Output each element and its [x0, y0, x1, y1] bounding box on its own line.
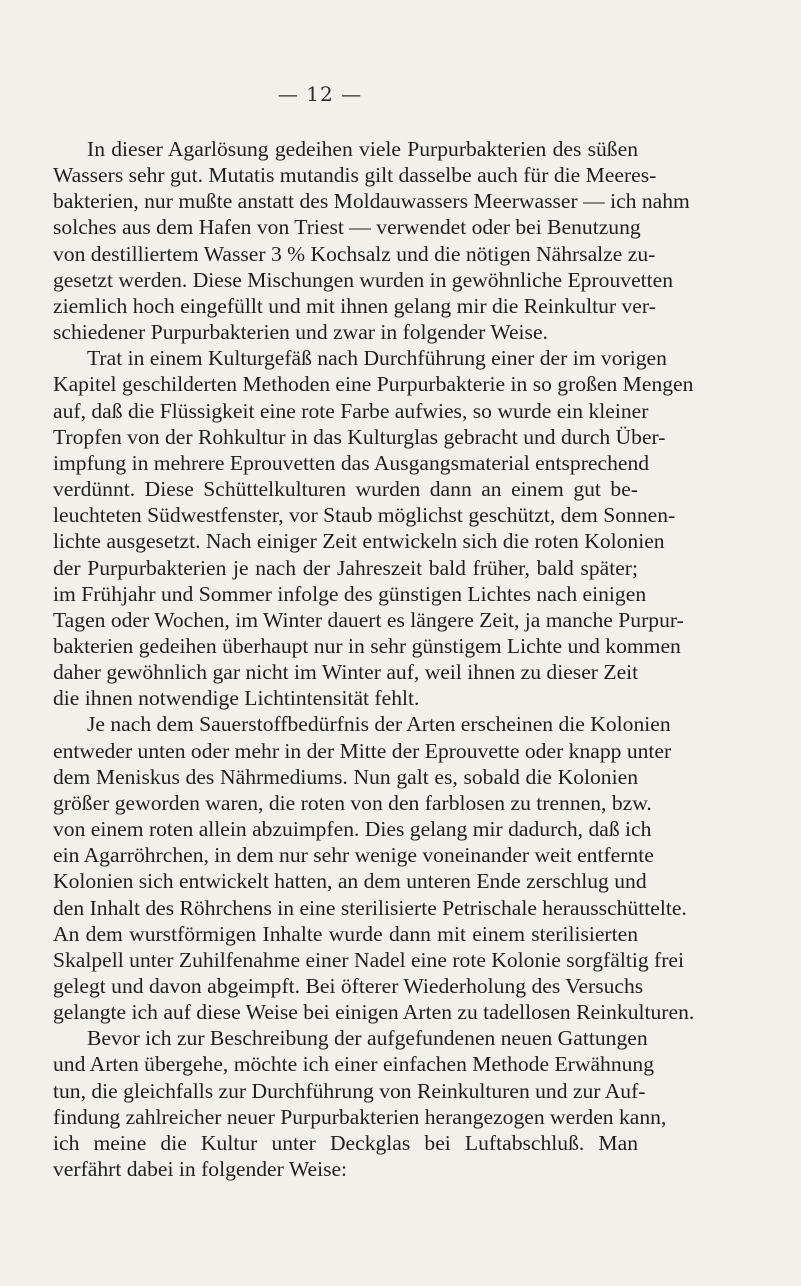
text-line: gelangte ich auf diese Weise bei einigen Arten zu tadellosen Reinkulturen.	[53, 1000, 695, 1025]
text-line: Je nach dem Sauerstoffbedürfnis der Arten erscheinen die Kolonien	[87, 712, 671, 737]
text-line: findung zahlreicher neuer Purpurbakterien herangezogen werden kann,	[53, 1104, 667, 1129]
text-line: die ihnen notwendige Lichtintensität fehlt.	[53, 686, 420, 711]
paragraph-2	[53, 345, 694, 711]
text-line: In dieser Agarlösung gedeihen viele Purpurbakterien des süßen	[87, 137, 638, 161]
text-line: verdünnt. Diese Schüttelkulturen wurden dann an einem gut be-	[53, 477, 638, 502]
text-line: und Arten übergehe, möchte ich einer einfachen Methode Erwähnung	[53, 1052, 655, 1077]
page-number: — 12 —	[277, 82, 363, 106]
text-line: Tagen oder Wochen, im Winter dauert es längere Zeit, ja manche Purpur-	[53, 607, 684, 632]
paragraph-3	[53, 711, 695, 1025]
text-line: lichte ausgesetzt. Nach einiger Zeit entwickeln sich die roten Kolonien	[53, 529, 665, 554]
paragraph-1	[53, 136, 690, 345]
text-line: ich meine die Kultur unter Deckglas bei Luftabschluß. Man	[53, 1130, 638, 1155]
text-line: Kapitel geschilderten Methoden eine Purpurbakterie in so großen Mengen	[53, 372, 694, 397]
text-line: im Frühjahr und Sommer infolge des günstigen Lichtes nach einigen	[53, 581, 647, 606]
paragraph-4	[53, 1025, 667, 1182]
text-line: verfährt dabei in folgender Weise:	[53, 1157, 348, 1182]
text-line: Skalpell unter Zuhilfenahme einer Nadel eine rote Kolonie sorgfältig frei	[53, 947, 684, 972]
text-line: dem Meniskus des Nährmediums. Nun galt es, sobald die Kolonien	[53, 764, 638, 789]
body-text	[53, 136, 695, 1182]
text-line: Kolonien sich entwickelt hatten, an dem unteren Ende zerschlug und	[53, 869, 647, 894]
text-line: gesetzt werden. Diese Mischungen wurden in gewöhnliche Eprouvetten	[53, 267, 674, 292]
text-line: bakterien gedeihen überhaupt nur in sehr günstigem Lichte und kommen	[53, 633, 681, 658]
text-line: ziemlich hoch eingefüllt und mit ihnen gelang mir die Reinkultur ver-	[53, 293, 656, 318]
text-line: der Purpurbakterien je nach der Jahreszeit bald früher, bald später;	[53, 555, 638, 580]
text-line: bakterien, nur mußte anstatt des Moldauwassers Meerwasser — ich nahm	[53, 189, 690, 214]
text-line: ein Agarröhrchen, in dem nur sehr wenige voneinander weit entfernte	[53, 843, 654, 868]
text-line: impfung in mehrere Eprouvetten das Ausgangsmaterial entsprechend	[53, 450, 650, 475]
text-line: leuchteten Südwestfenster, vor Staub möglichst geschützt, dem Sonnen-	[53, 503, 676, 528]
text-line: daher gewöhnlich gar nicht im Winter auf, weil ihnen zu dieser Zeit	[53, 660, 639, 685]
text-line: von destilliertem Wasser 3 % Kochsalz und die nötigen Nährsalze zu-	[53, 241, 656, 266]
text-line: gelegt und davon abgeimpft. Bei öfterer Wiederholung des Versuchs	[53, 974, 644, 998]
text-line: entweder unten oder mehr in der Mitte der Eprouvette oder knapp unter	[53, 738, 672, 763]
text-line: tun, die gleichfalls zur Durchführung von Reinkulturen und zur Auf-	[53, 1078, 646, 1103]
text-line: Tropfen von der Rohkultur in das Kulturglas gebracht und durch Über-	[53, 424, 666, 449]
text-line: größer geworden waren, die roten von den farblosen zu trennen, bzw.	[53, 790, 652, 815]
text-line: schiedener Purpurbakterien und zwar in folgender Weise.	[53, 320, 548, 345]
text-line: auf, daß die Flüssigkeit eine rote Farbe aufwies, so wurde ein kleiner	[53, 398, 649, 423]
text-line: solches aus dem Hafen von Triest — verwendet oder bei Benutzung	[53, 215, 641, 240]
text-line: von einem roten allein abzuimpfen. Dies gelang mir dadurch, daß ich	[53, 817, 652, 842]
text-line: Wassers sehr gut. Mutatis mutandis gilt dasselbe auch für die Meeres-	[53, 163, 657, 188]
text-line: An dem wurstförmigen Inhalte wurde dann mit einem sterilisierten	[53, 921, 638, 946]
text-line: Trat in einem Kulturgefäß nach Durchführung einer der im vorigen	[87, 346, 667, 371]
text-line: den Inhalt des Röhrchens in eine sterilisierte Petrischale herausschüttelte.	[53, 895, 687, 920]
text-line: Bevor ich zur Beschreibung der aufgefundenen neuen Gattungen	[87, 1026, 648, 1051]
